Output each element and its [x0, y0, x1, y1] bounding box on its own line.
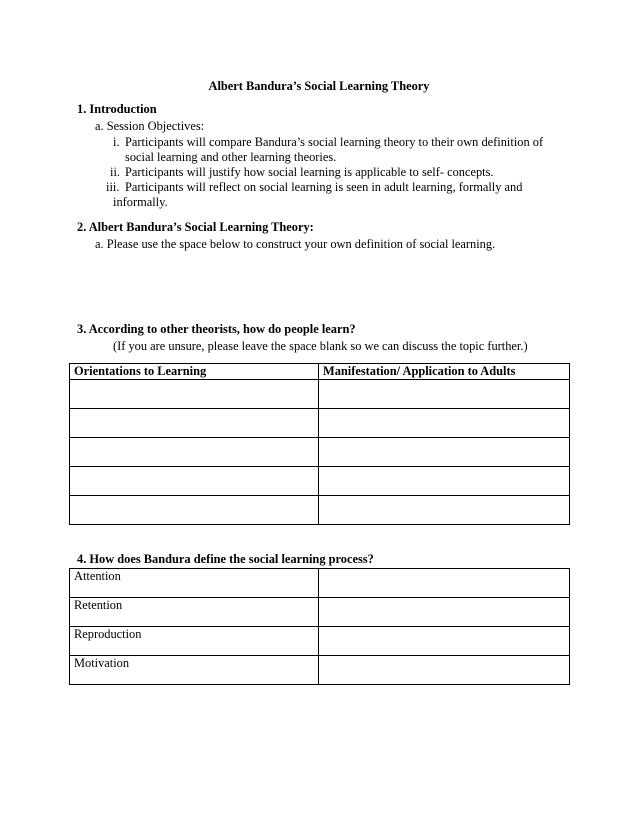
objective-iii-number: iii.	[106, 180, 120, 194]
process-step-answer[interactable]	[319, 598, 570, 627]
objective-i-number: i.	[113, 135, 120, 149]
section-3-heading: 3. According to other theorists, how do people learn?	[77, 322, 356, 336]
process-step-label: Reproduction	[70, 627, 319, 656]
orientation-cell[interactable]	[70, 438, 319, 467]
table-row	[70, 467, 570, 496]
social-learning-process-table	[69, 568, 570, 685]
objective-iii-line1: Participants will reflect on social learning is seen in adult learning, formally and	[125, 180, 523, 194]
objective-i-line1: Participants will compare Bandura’s social learning theory to their own definition of	[125, 135, 544, 149]
section-1-heading: 1. Introduction	[77, 102, 157, 116]
section-3-note: (If you are unsure, please leave the space blank so we can discuss the topic further.)	[113, 339, 528, 353]
column-header-manifestation: Manifestation/ Application to Adults	[319, 364, 570, 380]
process-step-label: Motivation	[70, 656, 319, 685]
section-4-heading: 4. How does Bandura define the social learning process?	[77, 552, 374, 566]
objective-iii-line2: informally.	[113, 195, 168, 209]
orientation-cell[interactable]	[70, 496, 319, 525]
section-2-item-a: a. Please use the space below to construct your own definition of social learning.	[95, 237, 496, 251]
manifestation-cell[interactable]	[319, 409, 570, 438]
learning-orientations-table	[69, 363, 570, 525]
process-step-answer[interactable]	[319, 656, 570, 685]
table-row	[70, 598, 570, 627]
page-title: Albert Bandura’s Social Learning Theory	[208, 79, 430, 93]
table-row	[70, 569, 570, 598]
column-header-orientations: Orientations to Learning	[70, 364, 319, 380]
objective-i-line2: social learning and other learning theories.	[125, 150, 337, 164]
table-row	[70, 380, 570, 409]
process-step-answer[interactable]	[319, 627, 570, 656]
session-objectives-label: a. Session Objectives:	[95, 119, 205, 133]
table-row	[70, 438, 570, 467]
table-row	[70, 627, 570, 656]
orientation-cell[interactable]	[70, 409, 319, 438]
section-2-heading: 2. Albert Bandura’s Social Learning Theory:	[77, 220, 314, 234]
table-row	[70, 496, 570, 525]
table-row	[70, 656, 570, 685]
process-step-label: Attention	[70, 569, 319, 598]
process-step-label: Retention	[70, 598, 319, 627]
manifestation-cell[interactable]	[319, 467, 570, 496]
orientation-cell[interactable]	[70, 380, 319, 409]
manifestation-cell[interactable]	[319, 380, 570, 409]
orientation-cell[interactable]	[70, 467, 319, 496]
table-header-row	[70, 364, 570, 380]
manifestation-cell[interactable]	[319, 438, 570, 467]
manifestation-cell[interactable]	[319, 496, 570, 525]
table-row	[70, 409, 570, 438]
objective-ii-text: Participants will justify how social learning is applicable to self- concepts.	[125, 165, 494, 179]
objective-ii-number: ii.	[110, 165, 120, 179]
process-step-answer[interactable]	[319, 569, 570, 598]
